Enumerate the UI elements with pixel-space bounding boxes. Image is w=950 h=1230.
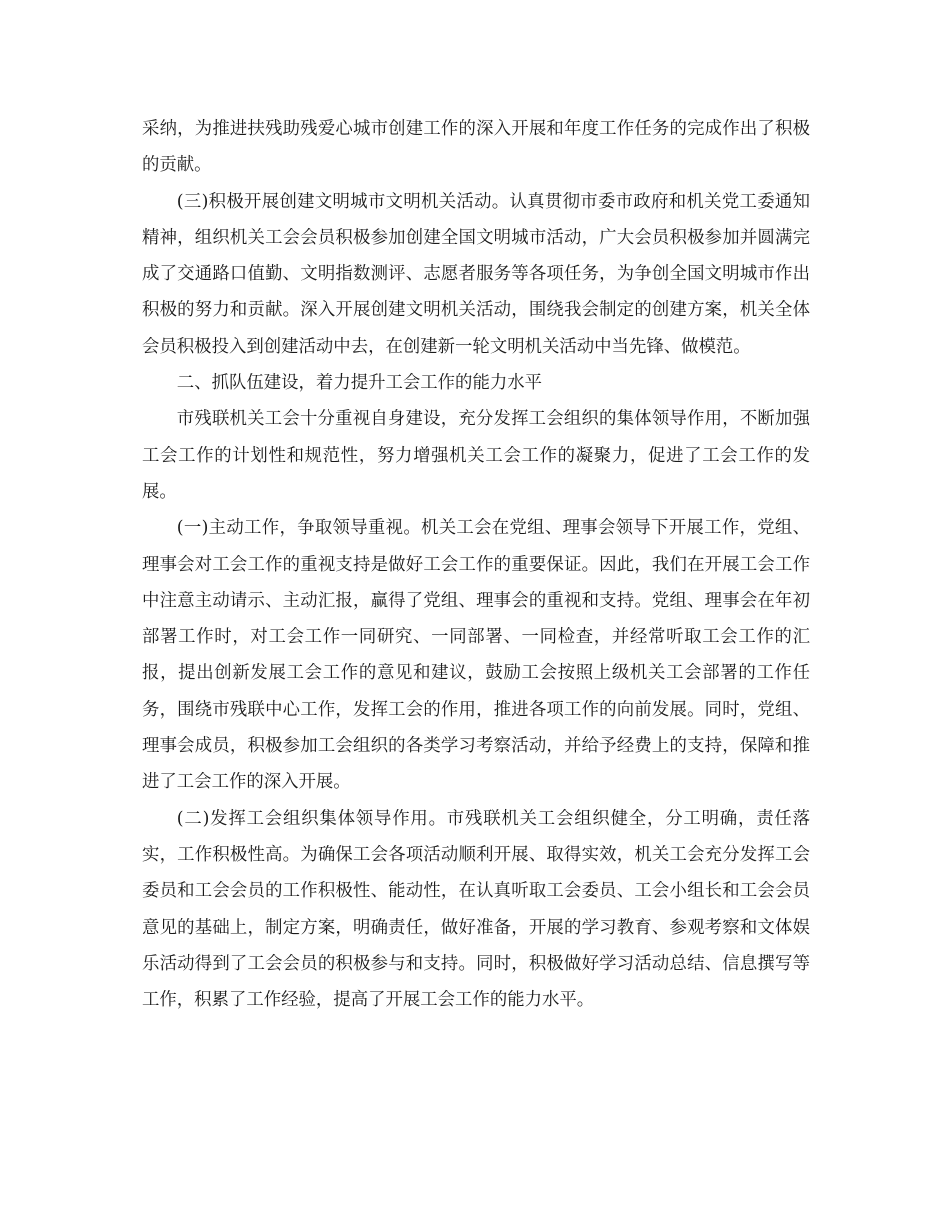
paragraph-5: (二)发挥工会组织集体领导作用。市残联机关工会组织健全，分工明确，责任落实，工作积极性高。为确保工会各项活动顺利开展、取得实效，机关工会充分发挥工会委员和工会会员的工作积极性、能动性，在认真听取工会委员、工会小组长和工会会员意见的基础上，制定方案，明确责任，做好准备，开展的学习教育、参观考察和文体娱乐活动得到了工会会员的积极参与和支持。同时，积极做好学习活动总结、信息撰写等工作，积累了工作经验，提高了开展工会工作的能力水平。 (142, 808, 810, 1011)
paragraph-2: (三)积极开展创建文明城市文明机关活动。认真贯彻市委市政府和机关党工委通知精神，组织机关工会会员积极参加创建全国文明城市活动，广大会员积极参加并圆满完成了交通路口值勤、文明指数测评、志愿者服务等各项任务，为争创全国文明城市作出积极的努力和贡献。深入开展创建文明机关活动，围绕我会制定的创建方案，机关全体会员积极投入到创建活动中去，在创建新一轮文明机关活动中当先锋、做模范。 (142, 191, 810, 357)
document-body (142, 111, 810, 1018)
paragraph-4: (一)主动工作，争取领导重视。机关工会在党组、理事会领导下开展工作，党组、理事会对工会工作的重视支持是做好工会工作的重要保证。因此，我们在开展工会工作中注意主动请示、主动汇报，赢得了党组、理事会的重视和支持。党组、理事会在年初部署工作时，对工会工作一同研究、一同部署、一同检查，并经常听取工会工作的汇报，提出创新发展工会工作的意见和建议，鼓励工会按照上级机关工会部署的工作任务，围绕市残联中心工作，发挥工会的作用，推进各项工作的向前发展。同时，党组、理事会成员，积极参加工会组织的各类学习考察活动，并给予经费上的支持，保障和推进了工会工作的深入开展。 (142, 518, 810, 793)
section-heading: 二、抓队伍建设，着力提升工会工作的能力水平 (176, 373, 543, 394)
paragraph-1: 采纳，为推进扶残助残爱心城市创建工作的深入开展和年度工作任务的完成作出了积极的贡献。 (142, 119, 810, 176)
paragraph-3: 市残联机关工会十分重视自身建设，充分发挥工会组织的集体领导作用，不断加强工会工作的计划性和规范性，努力增强机关工会工作的凝聚力，促进了工会工作的发展。 (142, 409, 810, 502)
